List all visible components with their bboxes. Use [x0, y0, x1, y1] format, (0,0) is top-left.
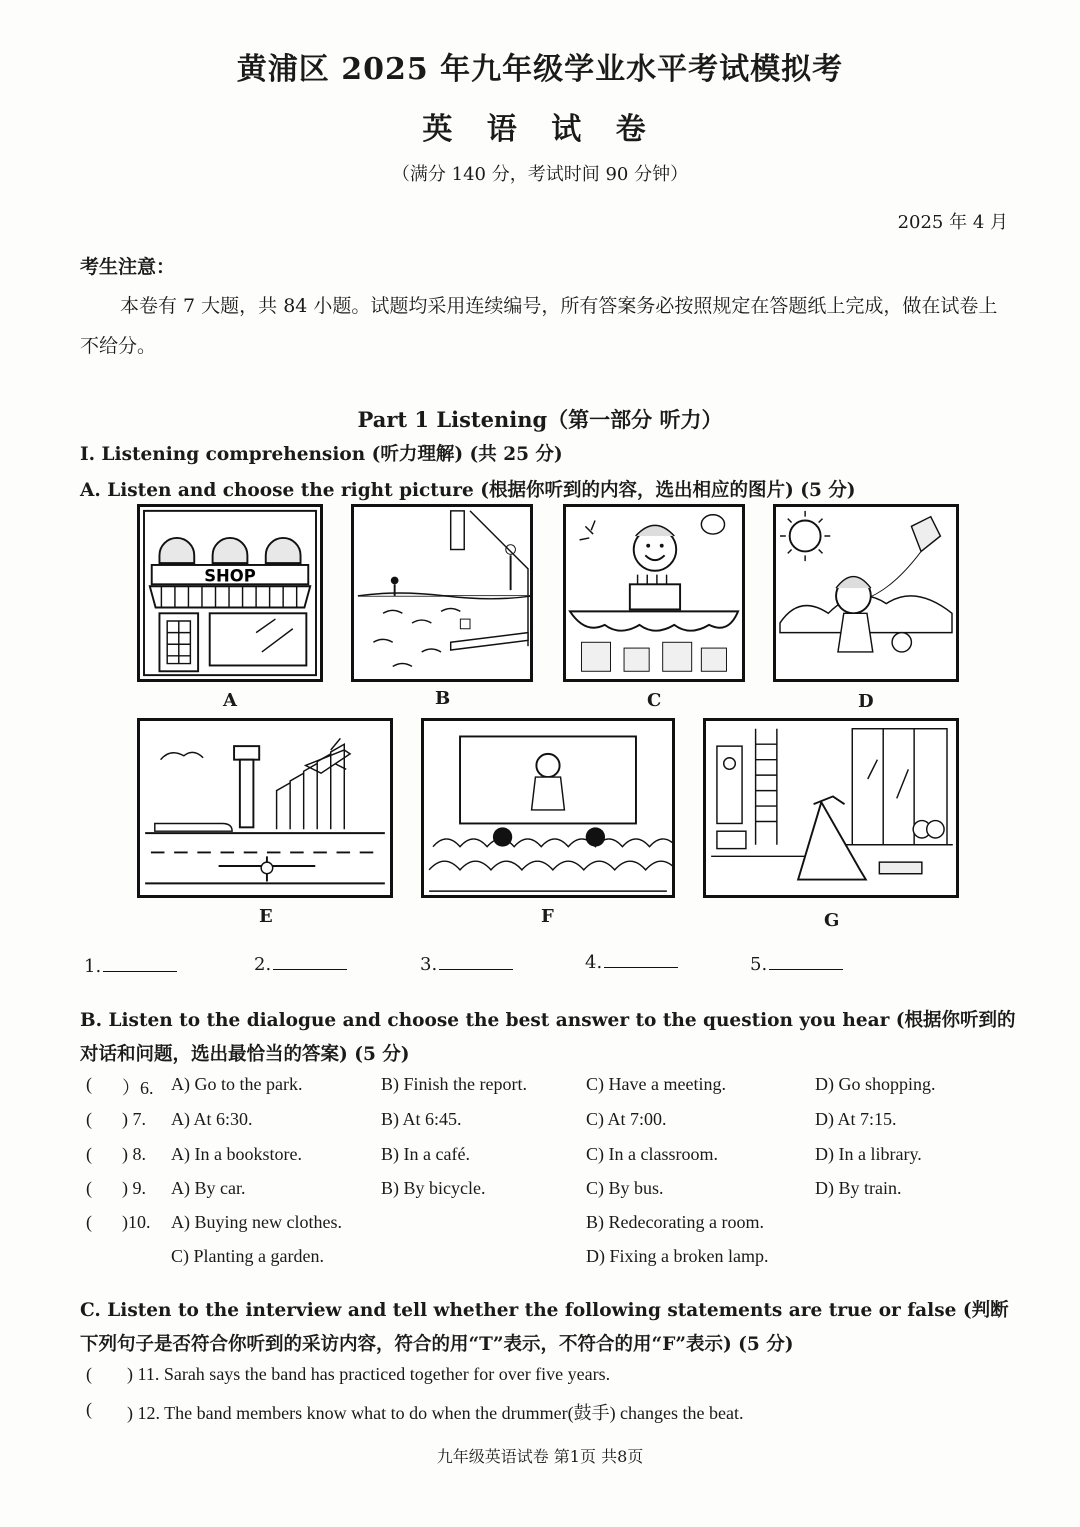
question-7-option-b: B) At 6:45. [381, 1109, 462, 1129]
question-9-option-d: D) By train. [815, 1178, 902, 1198]
blank-number: 1. [84, 956, 102, 977]
question-11-text: ) 11. Sarah says the band has practiced together for over five years. [127, 1364, 611, 1384]
exam-title: 黄浦区 2025 年九年级学业水平考试模拟考 [236, 52, 844, 87]
score-time-note: （满分 140 分，考试时间 90 分钟） [391, 164, 689, 185]
gym-picture [703, 718, 959, 898]
notice-heading: 考生注意： [80, 256, 176, 278]
part1-heading: Part 1 Listening（第一部分 听力） [357, 407, 723, 432]
question-8-option-a: A) In a bookstore. [171, 1144, 302, 1164]
question-6-paren[interactable]: ( [86, 1074, 92, 1094]
picture-label-g: G [824, 910, 840, 931]
picture-label-d: D [858, 691, 874, 712]
airport-picture [137, 718, 393, 898]
question-6-number: ）6. [122, 1078, 154, 1098]
question-7-option-a: A) At 6:30. [171, 1109, 253, 1129]
question-8-option-b: B) In a café. [381, 1144, 470, 1164]
section-i-heading: I. Listening comprehension (听力理解) (共 25 分) [80, 444, 563, 465]
picture-label-a: A [223, 690, 237, 711]
question-7-option-d: D) At 7:15. [815, 1109, 897, 1129]
question-10-number: )10. [122, 1212, 151, 1232]
answer-blank-4[interactable] [585, 952, 678, 973]
section-a-heading: A. Listen and choose the right picture (根据你听到的内容，选出相应的图片) (5 分) [80, 480, 856, 501]
shop-drawing [140, 507, 320, 679]
question-7-paren[interactable]: ( [86, 1109, 92, 1129]
picture-label-e: E [259, 906, 273, 927]
question-10-option-a: A) Buying new clothes. [171, 1212, 342, 1232]
shop-picture [137, 504, 323, 682]
question-6-option-c: C) Have a meeting. [586, 1074, 726, 1094]
blank-number: 5. [750, 954, 768, 975]
birthday-drawing [566, 507, 742, 679]
question-6-option-a: A) Go to the park. [171, 1074, 303, 1094]
shop-sign: SHOP [204, 566, 256, 586]
question-8-paren[interactable]: ( [86, 1144, 92, 1164]
blank-number: 2. [254, 954, 272, 975]
question-8-option-c: C) In a classroom. [586, 1144, 718, 1164]
cinema-picture [421, 718, 675, 898]
question-9-option-a: A) By car. [171, 1178, 246, 1198]
question-6-option-d: D) Go shopping. [815, 1074, 936, 1094]
exam-date: 2025 年 4 月 [897, 212, 1008, 233]
answer-blank-2[interactable] [254, 954, 347, 975]
answer-blank-1[interactable] [84, 956, 177, 977]
birthday-party-picture [563, 504, 745, 682]
answer-blank-3[interactable] [420, 954, 513, 975]
notice-body: 本卷有 7 大题，共 84 小题。试题均采用连续编号，所有答案务必按照规定在答题纸上完成，做在试卷上不给分。 [80, 295, 998, 357]
question-9-option-c: C) By bus. [586, 1178, 664, 1198]
blank-number: 4. [585, 952, 603, 973]
question-10-option-c: C) Planting a garden. [171, 1246, 324, 1266]
question-7-option-c: C) At 7:00. [586, 1109, 667, 1129]
question-10-option-b: B) Redecorating a room. [586, 1212, 764, 1232]
section-b-heading: B. Listen to the dialogue and choose the best answer to the question you hear (根据你听到的对话和问题，选出最恰当的答案) (5 分) [80, 1010, 1016, 1065]
question-9-paren[interactable]: ( [86, 1178, 92, 1198]
picture-label-c: C [647, 690, 662, 711]
blank-number: 3. [420, 954, 438, 975]
beach-picture [351, 504, 533, 682]
kite-picture [773, 504, 959, 682]
cinema-drawing [424, 721, 672, 895]
beach-drawing [354, 507, 530, 679]
picture-label-b: B [435, 688, 451, 709]
page-footer: 九年级英语试卷 第1页 共8页 [436, 1447, 644, 1466]
answer-blank-5[interactable] [750, 954, 843, 975]
question-9-option-b: B) By bicycle. [381, 1178, 486, 1198]
section-c-heading: C. Listen to the interview and tell whether the following statements are true or false (判断下列句子是否符合你听到的采访内容，符合的用“T”表示，不符合的用“F”表示) (5 分) [80, 1300, 1009, 1355]
question-8-number: ) 8. [122, 1144, 146, 1164]
question-7-number: ) 7. [122, 1109, 146, 1129]
gym-drawing [706, 721, 956, 895]
question-12-paren[interactable]: ( [86, 1399, 92, 1419]
question-10-paren[interactable]: ( [86, 1212, 92, 1232]
picture-label-f: F [541, 906, 554, 927]
exam-subtitle: 英 语 试 卷 [422, 112, 658, 147]
question-9-number: ) 9. [122, 1178, 146, 1198]
question-8-option-d: D) In a library. [815, 1144, 922, 1164]
question-12-text: ) 12. The band members know what to do when the drummer(鼓手) changes the beat. [127, 1403, 744, 1423]
airport-drawing [140, 721, 390, 895]
question-6-option-b: B) Finish the report. [381, 1074, 527, 1094]
question-10-option-d: D) Fixing a broken lamp. [586, 1246, 769, 1266]
question-11-paren[interactable]: ( [86, 1364, 92, 1384]
kite-drawing [776, 507, 956, 679]
